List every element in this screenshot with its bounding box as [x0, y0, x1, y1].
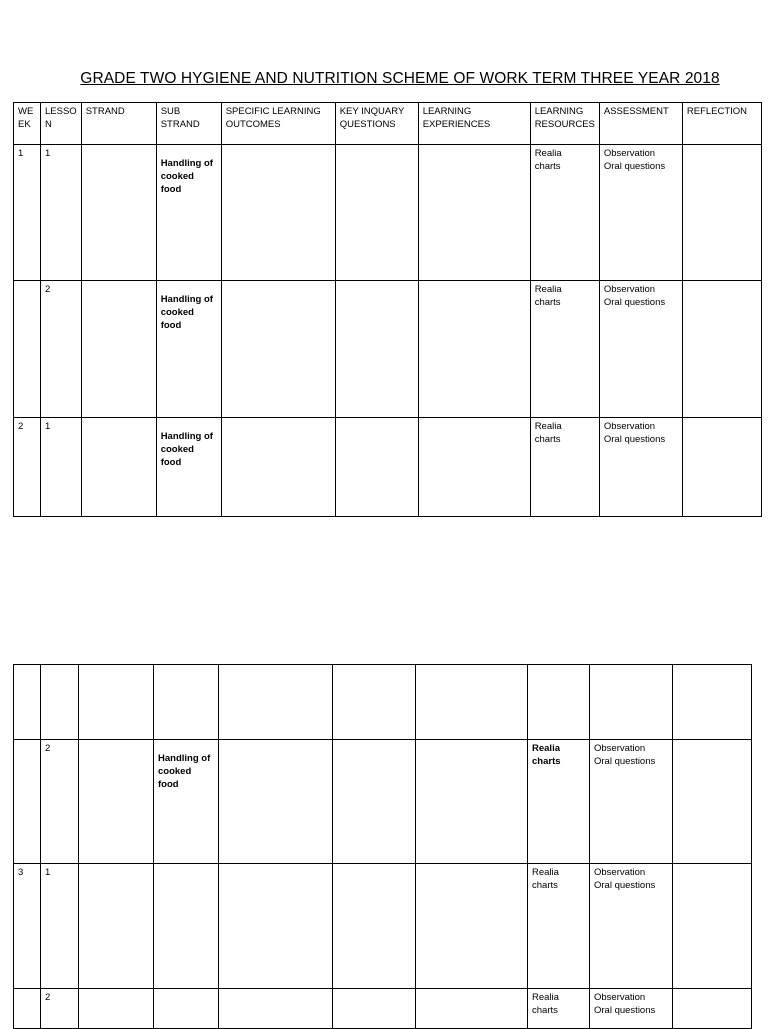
resources-cell-text: charts [534, 297, 561, 308]
assessment-cell-text: Observation [594, 992, 646, 1003]
assessment-cell-text: Oral questions [594, 880, 656, 891]
resources-cell [528, 864, 590, 989]
lesson-cell [41, 864, 79, 989]
lesson-cell-text: 2 [45, 284, 51, 295]
week-cell [14, 864, 41, 989]
sub-strand-cell-text: food [158, 779, 179, 790]
table-row [14, 740, 752, 864]
strand-header-text: STRAND [85, 106, 125, 117]
resources-header-text: LEARNING [534, 106, 584, 117]
reflection-cell [682, 145, 761, 281]
assessment-cell [590, 740, 673, 864]
lesson-cell [41, 418, 82, 517]
questions-cell [333, 864, 416, 989]
sub-strand-cell-text: Handling of [160, 431, 213, 442]
lesson-cell [41, 145, 82, 281]
assessment-cell [590, 864, 673, 989]
strand-header [81, 103, 156, 145]
table-row [14, 145, 762, 281]
resources-cell-text: Realia [532, 992, 559, 1003]
document-title: GRADE TWO HYGIENE AND NUTRITION SCHEME OF WORK TERM THREE YEAR 2018 [80, 70, 720, 87]
week-cell [14, 740, 41, 864]
table-row [14, 864, 752, 989]
resources-header-text: RESOURCES [534, 119, 595, 130]
experiences-header [418, 103, 530, 145]
sub-strand-cell-text: Handling of [160, 294, 213, 305]
resources-cell [530, 145, 599, 281]
table-row [14, 281, 762, 418]
reflection-header [682, 103, 761, 145]
assessment-cell-text: Oral questions [594, 756, 656, 767]
strand-cell [79, 740, 154, 864]
table-row [14, 665, 752, 740]
lesson-cell-text: 2 [45, 992, 51, 1003]
assessment-cell-text: Oral questions [603, 161, 666, 172]
outcomes-header-text: OUTCOMES [225, 119, 281, 130]
questions-header [335, 103, 418, 145]
table-row [14, 418, 762, 517]
sub-strand-cell-text: cooked [158, 766, 192, 777]
resources-cell-text: Realia [532, 867, 559, 878]
week-cell [14, 989, 41, 1029]
experiences-cell [416, 864, 528, 989]
experiences-cell [416, 989, 528, 1029]
week-header-text: EK [18, 119, 31, 130]
sub-strand-cell [154, 665, 219, 740]
sub-strand-cell-text: Handling of [158, 753, 211, 764]
lesson-cell [41, 281, 82, 418]
assessment-cell [599, 281, 682, 418]
week-cell [14, 418, 41, 517]
assessment-cell-text: Observation [594, 743, 646, 754]
lesson-header [41, 103, 82, 145]
resources-cell-text: charts [532, 880, 558, 891]
experiences-cell [416, 665, 528, 740]
resources-cell [530, 418, 599, 517]
assessment-cell-text: Observation [603, 421, 656, 432]
assessment-header [599, 103, 682, 145]
assessment-cell [590, 665, 673, 740]
header-row [14, 103, 762, 145]
lesson-cell [41, 989, 79, 1029]
resources-cell-text: Realia [534, 284, 562, 295]
sub-strand-header-text: SUB [160, 106, 181, 117]
strand-cell [79, 665, 154, 740]
sub-strand-cell [154, 989, 219, 1029]
questions-header-text: QUESTIONS [339, 119, 396, 130]
experiences-header-text: LEARNING [422, 106, 472, 117]
sub-strand-cell-text: food [160, 457, 182, 468]
experiences-cell [416, 740, 528, 864]
table-row [14, 989, 752, 1029]
questions-cell [333, 665, 416, 740]
reflection-header-text: REFLECTION [686, 106, 748, 117]
assessment-cell [599, 418, 682, 517]
week-header-text: WE [18, 106, 34, 117]
resources-cell-text: charts [532, 1005, 558, 1016]
sub-strand-cell-text: cooked [160, 307, 194, 318]
sub-strand-header [156, 103, 221, 145]
reflection-cell [673, 740, 752, 864]
experiences-cell [418, 145, 530, 281]
week-cell [14, 145, 41, 281]
scheme-of-work-table-continued [13, 664, 752, 1029]
reflection-cell [682, 418, 761, 517]
sub-strand-cell-text: food [160, 320, 182, 331]
sub-strand-cell [156, 145, 221, 281]
reflection-cell [673, 989, 752, 1029]
experiences-cell [418, 418, 530, 517]
sub-strand-cell-text: cooked [160, 171, 194, 182]
assessment-cell-text: Oral questions [603, 297, 666, 308]
reflection-cell [673, 665, 752, 740]
resources-cell [528, 989, 590, 1029]
outcomes-cell [221, 145, 335, 281]
sub-strand-cell-text: cooked [160, 444, 194, 455]
outcomes-header [221, 103, 335, 145]
strand-cell [79, 989, 154, 1029]
strand-cell [81, 281, 156, 418]
resources-cell-text: Realia [534, 421, 562, 432]
assessment-header-text: ASSESSMENT [603, 106, 669, 117]
assessment-cell [599, 145, 682, 281]
assessment-cell-text: Observation [603, 284, 656, 295]
week-cell-text: 1 [18, 148, 24, 159]
lesson-cell-text: 1 [45, 421, 51, 432]
assessment-cell-text: Observation [603, 148, 656, 159]
resources-cell [530, 281, 599, 418]
strand-cell [79, 864, 154, 989]
sub-strand-cell-text: food [160, 184, 182, 195]
scheme-of-work-table [13, 102, 762, 517]
outcomes-cell [219, 989, 333, 1029]
reflection-cell [682, 281, 761, 418]
assessment-cell-text: Oral questions [594, 1005, 656, 1016]
resources-header [530, 103, 599, 145]
resources-cell-text: Realia [534, 148, 562, 159]
lesson-cell [41, 665, 79, 740]
questions-cell [335, 281, 418, 418]
lesson-cell [41, 740, 79, 864]
outcomes-cell [221, 281, 335, 418]
week-header [14, 103, 41, 145]
resources-cell-text: charts [532, 756, 561, 767]
week-cell [14, 665, 41, 740]
sub-strand-cell-text: Handling of [160, 158, 213, 169]
experiences-header-text: EXPERIENCES [422, 119, 491, 130]
lesson-header-text: N [45, 119, 52, 130]
sub-strand-cell [156, 418, 221, 517]
week-cell-text: 2 [18, 421, 24, 432]
reflection-cell [673, 864, 752, 989]
strand-cell [81, 145, 156, 281]
outcomes-cell [219, 864, 333, 989]
assessment-cell-text: Observation [594, 867, 646, 878]
outcomes-header-text: SPECIFIC LEARNING [225, 106, 321, 117]
strand-cell [81, 418, 156, 517]
lesson-cell-text: 2 [45, 743, 51, 754]
outcomes-cell [221, 418, 335, 517]
questions-cell [335, 418, 418, 517]
sub-strand-cell [156, 281, 221, 418]
sub-strand-cell [154, 864, 219, 989]
week-cell-text: 3 [18, 867, 24, 878]
resources-cell-text: charts [534, 161, 561, 172]
week-cell [14, 281, 41, 418]
questions-cell [333, 989, 416, 1029]
resources-cell-text: Realia [532, 743, 560, 754]
outcomes-cell [219, 740, 333, 864]
sub-strand-header-text: STRAND [160, 119, 200, 130]
outcomes-cell [219, 665, 333, 740]
assessment-cell-text: Oral questions [603, 434, 666, 445]
lesson-header-text: LESSO [45, 106, 77, 117]
experiences-cell [418, 281, 530, 418]
questions-cell [333, 740, 416, 864]
lesson-cell-text: 1 [45, 867, 51, 878]
resources-cell [528, 665, 590, 740]
assessment-cell [590, 989, 673, 1029]
questions-cell [335, 145, 418, 281]
sub-strand-cell [154, 740, 219, 864]
questions-header-text: KEY INQUARY [339, 106, 405, 117]
lesson-cell-text: 1 [45, 148, 51, 159]
resources-cell-text: charts [534, 434, 561, 445]
resources-cell [528, 740, 590, 864]
